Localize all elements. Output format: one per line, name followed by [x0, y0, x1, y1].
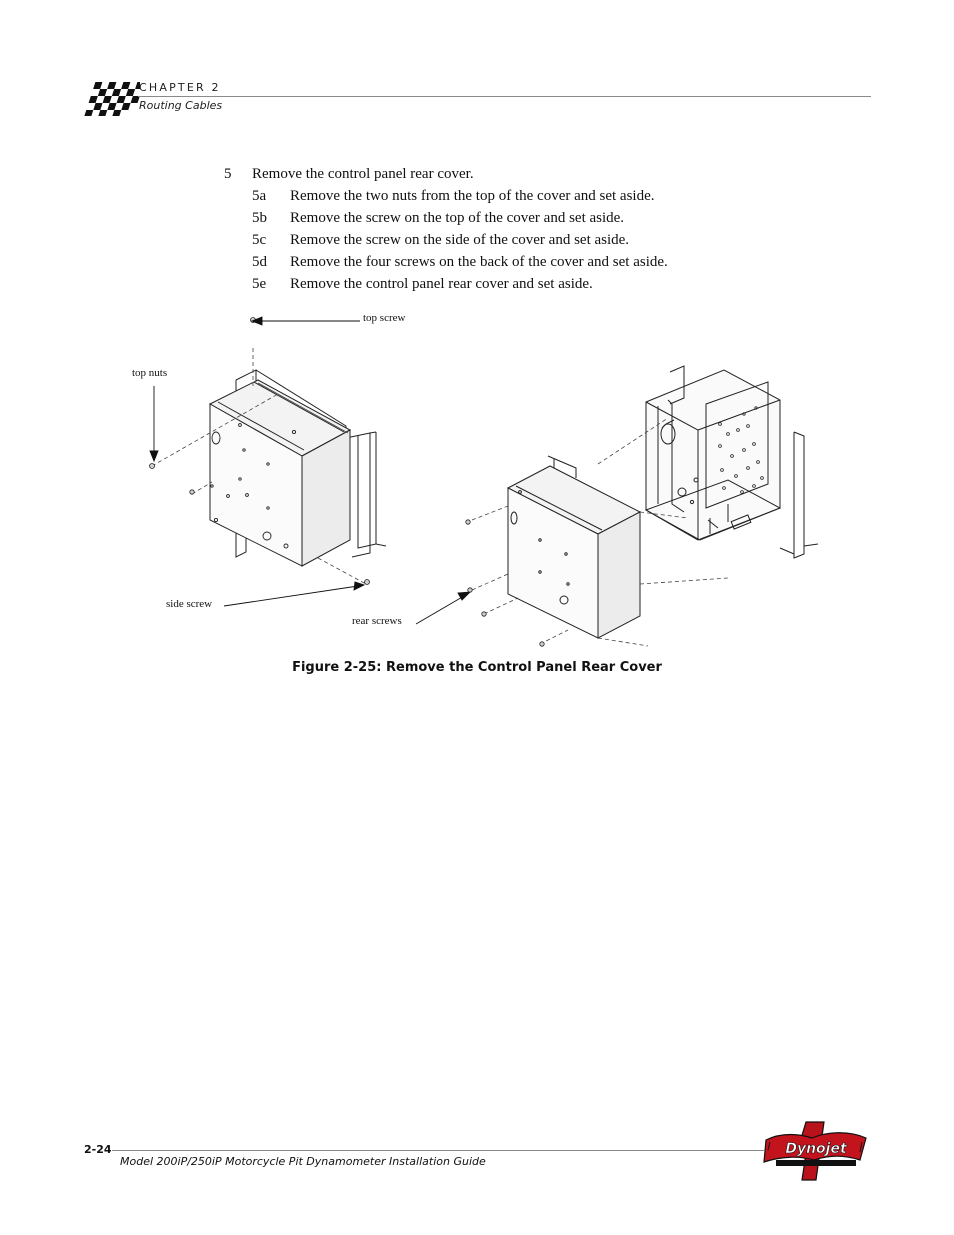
substep-5c [252, 229, 668, 251]
step-text: Remove the control panel rear cover. [252, 166, 474, 182]
callout-side-screw: side screw [166, 598, 213, 610]
checkered-flag-logo [78, 74, 140, 122]
substep-number: 5e [252, 276, 267, 292]
callout-top-nuts: top nuts [132, 367, 168, 379]
logo-wordmark: Dynojet [785, 1141, 847, 1157]
step-5 [224, 163, 668, 185]
substep-number: 5b [252, 210, 267, 226]
callout-rear-screws: rear screws [352, 615, 402, 627]
right-cover-box [508, 466, 640, 638]
step-number: 5 [224, 166, 232, 182]
substep-5d [252, 251, 668, 273]
dynojet-logo [762, 1120, 870, 1182]
left-cover-box [210, 380, 350, 566]
document-title: Model 200iP/250iP Motorcycle Pit Dynamometer Installation Guide [120, 1155, 486, 1168]
substep-text: Remove the control panel rear cover and set aside. [290, 276, 593, 292]
figure-caption: Figure 2-25: Remove the Control Panel Rear Cover [292, 660, 662, 675]
callout-top-screw: top screw [363, 312, 406, 324]
substep-text: Remove the screw on the side of the cover and set aside. [290, 232, 630, 248]
page-number: 2-24 [84, 1143, 112, 1156]
chapter-label: CHAPTER 2 [139, 81, 221, 94]
footer-rule [112, 1150, 764, 1151]
substep-text: Remove the four screws on the back of the cover and set aside. [290, 254, 668, 270]
substep-5b [252, 207, 668, 229]
substep-text: Remove the screw on the top of the cover and set aside. [290, 210, 625, 226]
substep-number: 5c [252, 232, 267, 248]
chapter-title: Routing Cables [139, 99, 223, 112]
instruction-steps [224, 163, 668, 295]
control-panel-enclosure [646, 370, 780, 540]
substep-number: 5d [252, 254, 267, 270]
exploded-view-drawing [128, 308, 828, 658]
header-rule [138, 96, 871, 97]
control-panel-figure [128, 308, 828, 658]
substep-5a [252, 185, 668, 207]
substep-text: Remove the two nuts from the top of the cover and set aside. [290, 188, 655, 204]
substep-5e [252, 273, 668, 295]
page-header [0, 0, 954, 130]
substep-number: 5a [252, 188, 267, 204]
